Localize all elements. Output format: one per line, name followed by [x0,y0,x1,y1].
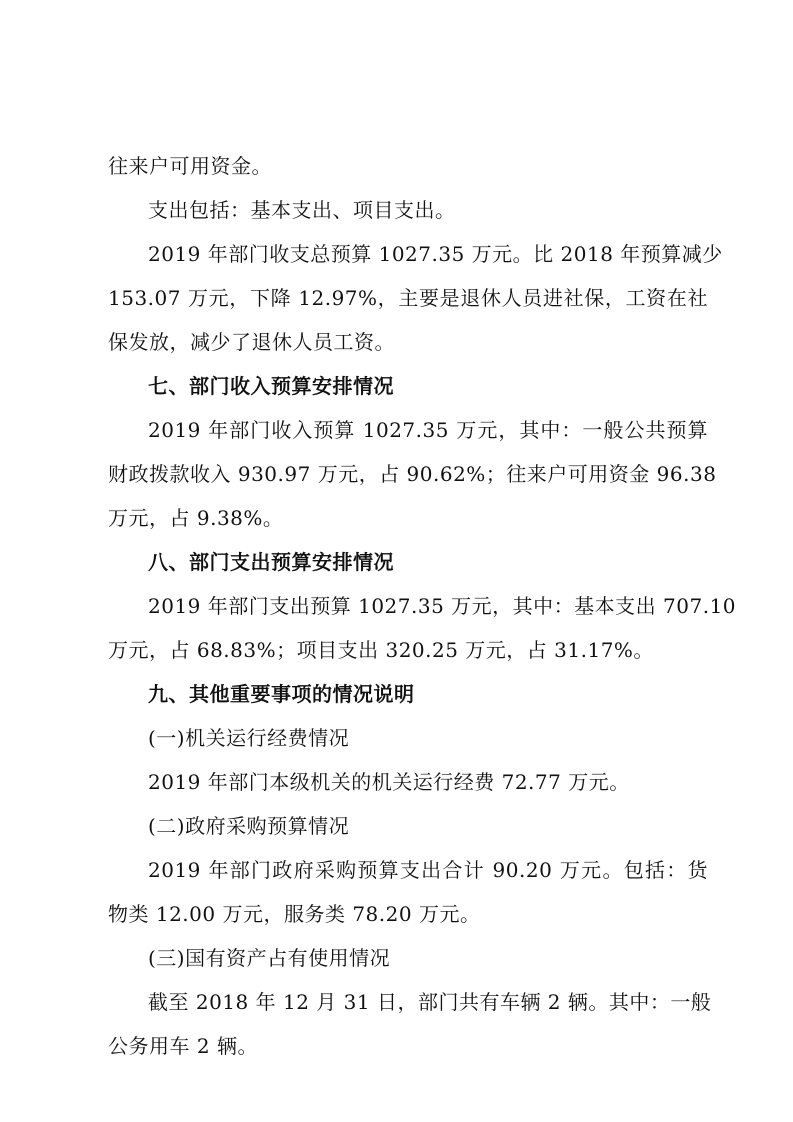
subsection-heading: (二)政府采购预算情况 [148,814,350,838]
paragraph-line: 2019 年部门本级机关的机关运行经费 72.77 万元。 [148,770,630,794]
subsection-heading: (一)机关运行经费情况 [148,726,350,750]
paragraph-line: 万元，占 68.83%；项目支出 320.25 万元，占 31.17%。 [108,638,654,662]
paragraph-line: 保发放，减少了退休人员工资。 [108,330,395,354]
paragraph-line: 2019 年部门支出预算 1027.35 万元，其中：基本支出 707.10 [148,594,737,618]
paragraph-line: 物类 12.00 万元，服务类 78.20 万元。 [108,902,481,926]
paragraph-line: 截至 2018 年 12 月 31 日，部门共有车辆 2 辆。其中：一般 [148,990,712,1014]
paragraph-line: 支出包括：基本支出、项目支出。 [148,198,456,222]
paragraph-line: 2019 年部门收支总预算 1027.35 万元。比 2018 年预算减少 [148,242,723,266]
paragraph-line: 公务用车 2 辆。 [108,1034,258,1058]
paragraph-line: 财政拨款收入 930.97 万元，占 90.62%；往来户可用资金 96.38 [108,462,717,486]
paragraph-line: 153.07 万元，下降 12.97%，主要是退休人员进社保，工资在社 [108,286,708,310]
subsection-heading: (三)国有资产占有使用情况 [148,946,391,970]
paragraph-line: 万元，占 9.38%。 [108,506,284,530]
paragraph-line: 往来户可用资金。 [108,154,272,178]
section-heading: 九、其他重要事项的情况说明 [148,682,415,706]
section-heading: 七、部门收入预算安排情况 [148,374,394,398]
paragraph-line: 2019 年部门政府采购预算支出合计 90.20 万元。包括：货 [148,858,708,882]
paragraph-line: 2019 年部门收入预算 1027.35 万元，其中：一般公共预算 [148,418,708,442]
section-heading: 八、部门支出预算安排情况 [148,550,394,574]
